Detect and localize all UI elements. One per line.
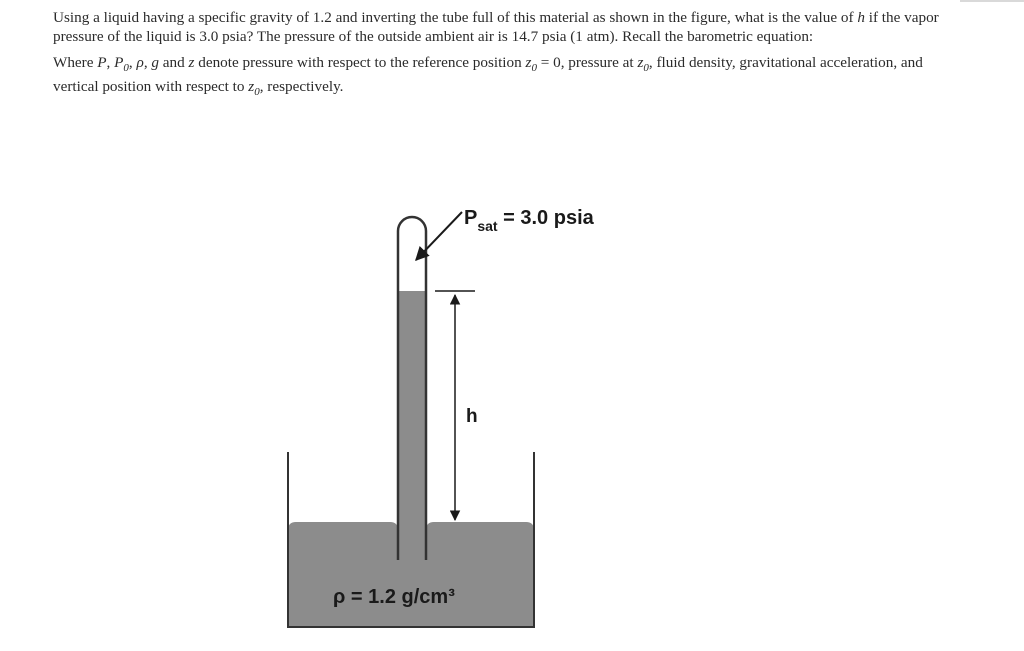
var-P: P xyxy=(97,54,107,72)
var-z0: $z_0$ xyxy=(525,54,537,75)
question-paragraph: Using a liquid having a specific gravity of 1.2 and inverting the tube full of this material as shown in the figure, what is the value of h if the vapor pressure of the liquid is 3.0 psia? The pressure of the outside ambient air is 14.7 psia (1 atm). Recall the barometric equation: xyxy=(53,9,939,45)
var-z0: $z_0$ xyxy=(248,77,260,98)
tube-liquid-column xyxy=(398,291,426,560)
density-label: ρ = 1.2 g/cm³ xyxy=(333,586,455,608)
h-label: h xyxy=(466,406,478,427)
psat-pointer-arrow xyxy=(416,212,462,260)
var-g: g xyxy=(151,54,159,72)
var-z: z xyxy=(188,54,195,72)
var-P0: $P_0$ xyxy=(114,54,129,75)
var-h: h xyxy=(857,9,865,26)
var-rho: ρ xyxy=(136,54,144,72)
definitions-paragraph: Where P, $P_0$, ρ, g and z denote pressure with respect to the reference position $z_0 = 0$, pressure at $z_0$, fluid density, gravitational acceleration, and vertical position with respect to $z_0$, respectively. xyxy=(53,54,923,98)
var-z0: $z_0$ xyxy=(637,54,649,75)
psat-label: $P_{sat} = 3.0$ psia xyxy=(464,207,594,234)
